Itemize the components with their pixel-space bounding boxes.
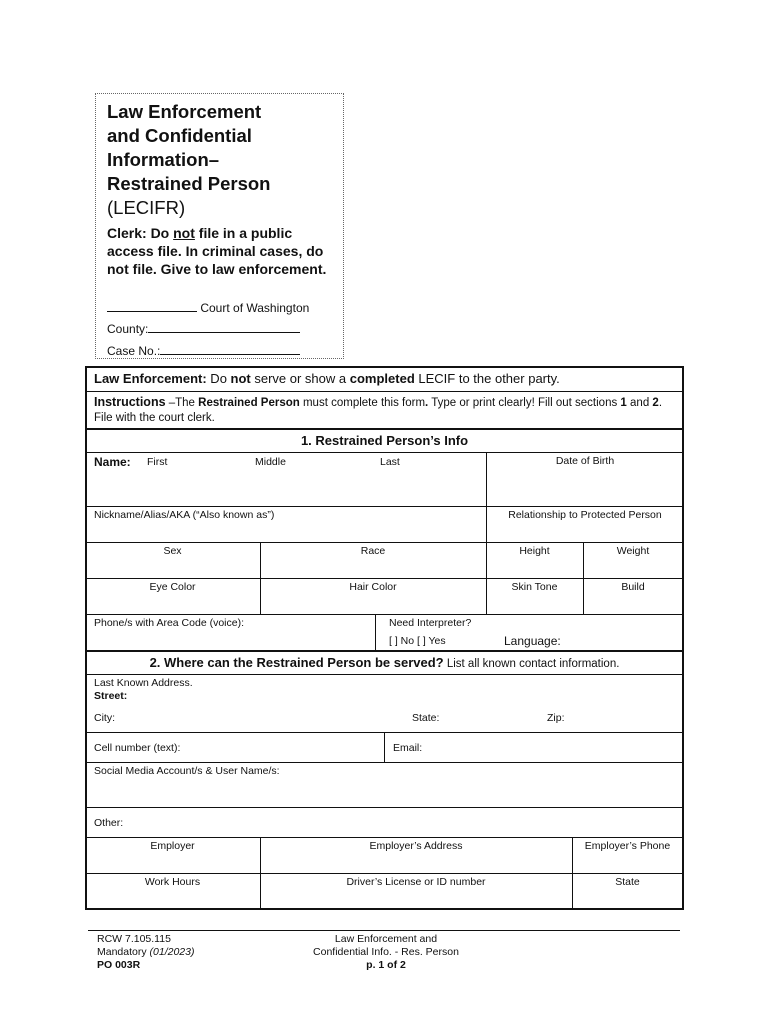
footer-rcw: RCW 7.105.115: [97, 933, 171, 945]
footer-rule: [88, 930, 680, 931]
city-label: City:: [94, 712, 115, 724]
sex-label: Sex: [163, 545, 182, 557]
cell-label: Cell number (text):: [94, 742, 181, 754]
relationship-label: Relationship to Protected Person: [508, 509, 662, 521]
license-label: Driver’s License or ID number: [346, 876, 486, 888]
instr-rp: Restrained Person: [198, 397, 300, 409]
mandatory-date: (01/2023): [149, 946, 195, 958]
footer-mandatory: [97, 946, 194, 959]
divider: [85, 674, 684, 675]
case-blank[interactable]: [160, 343, 300, 355]
language-label: Language:: [504, 634, 561, 648]
divider: [85, 614, 684, 615]
divider: [85, 506, 684, 507]
footer-center: [286, 933, 486, 972]
section1-heading: 1. Restrained Person’s Info: [300, 433, 469, 448]
instr-s1: 1: [620, 397, 627, 409]
section2-title: 2. Where can the Restrained Person be served?: [149, 655, 444, 670]
case-line: [107, 343, 300, 358]
instr-text: –The: [165, 397, 199, 409]
zip-label: Zip:: [547, 712, 565, 724]
title-line: Restrained Person: [107, 173, 271, 194]
divider: [85, 452, 684, 453]
notice-not: not: [230, 371, 251, 386]
other-label: Other:: [94, 817, 124, 829]
employer-label: Employer: [150, 840, 195, 852]
middle-label: Middle: [255, 456, 286, 468]
eye-label: Eye Color: [149, 581, 196, 593]
county-label: County:: [107, 322, 149, 336]
social-label: Social Media Account/s & User Name/s:: [94, 765, 280, 777]
divider: [486, 506, 487, 542]
le-label: Law Enforcement:: [94, 371, 207, 386]
build-label: Build: [621, 581, 645, 593]
court-label: Court of Washington: [200, 301, 310, 315]
divider: [85, 650, 684, 652]
dob-label: Date of Birth: [555, 455, 615, 467]
title-line: Information–: [107, 149, 220, 170]
form-code: (LECIFR): [107, 197, 186, 218]
interpreter-label: Need Interpreter?: [389, 617, 472, 629]
title-line: and Confidential: [107, 125, 252, 146]
instr-label: Instructions: [94, 395, 166, 409]
notice-text: serve or show a: [250, 371, 350, 386]
last-label: Last: [380, 456, 400, 468]
phone-label: Phone/s with Area Code (voice):: [94, 617, 244, 629]
divider: [486, 452, 487, 506]
state-label: State:: [412, 712, 440, 724]
work-hours-label: Work Hours: [144, 876, 201, 888]
employer-phone-label: Employer’s Phone: [584, 840, 671, 852]
case-label: Case No.:: [107, 344, 161, 358]
form-title: [107, 100, 337, 220]
title-line: Law Enforcement: [107, 101, 262, 122]
divider: [85, 807, 684, 808]
instr-dot: .: [425, 397, 429, 409]
le-notice: [94, 371, 560, 386]
instructions: [94, 395, 679, 426]
instr-text: Type or print clearly! Fill out sections: [428, 397, 621, 409]
footer-page: p. 1 of 2: [366, 959, 406, 971]
divider: [85, 837, 684, 838]
divider: [85, 762, 684, 763]
nickname-label: Nickname/Alias/AKA (“Also known as”): [94, 509, 275, 521]
hair-label: Hair Color: [349, 581, 397, 593]
divider: [85, 873, 684, 874]
divider: [85, 542, 684, 543]
skin-label: Skin Tone: [511, 581, 558, 593]
email-label: Email:: [393, 742, 423, 754]
clerk-post: file in a public access file. In criminal cases, do not file. Give to law enforcement.: [107, 225, 327, 277]
notice-text: LECIF to the other party.: [414, 371, 560, 386]
clerk-instruction: [107, 224, 337, 278]
weight-label: Weight: [616, 545, 650, 557]
section2-note: List all known contact information.: [443, 658, 620, 670]
instr-text: . File with the court clerk.: [94, 397, 663, 424]
employer-address-label: Employer’s Address: [369, 840, 463, 852]
county-line: [107, 321, 300, 336]
divider: [85, 578, 684, 579]
dob-input[interactable]: [487, 470, 681, 504]
divider: [85, 391, 684, 392]
county-blank[interactable]: [148, 321, 300, 333]
height-label: Height: [519, 545, 550, 557]
divider: [384, 732, 385, 762]
divider: [375, 614, 376, 650]
instr-text: must complete this form: [299, 397, 426, 409]
footer-left: [97, 933, 194, 972]
notice-text: Do: [206, 371, 231, 386]
name-input[interactable]: [91, 470, 485, 504]
name-label: Name:: [94, 455, 131, 469]
court-blank[interactable]: [107, 300, 197, 312]
interpreter-options[interactable]: [ ] No [ ] Yes: [389, 635, 446, 647]
instr-s2: 2: [652, 397, 659, 409]
footer-center-line1: Law Enforcement and: [334, 933, 438, 945]
divider: [85, 428, 684, 430]
notice-completed: completed: [349, 371, 415, 386]
instr-text: and: [626, 397, 653, 409]
footer-center-line2: Confidential Info. - Res. Person: [313, 946, 459, 958]
last-address-label: Last Known Address.: [94, 677, 193, 689]
race-label: Race: [360, 545, 386, 557]
clerk-not: not: [173, 225, 195, 241]
court-line: [107, 300, 309, 315]
first-label: First: [147, 456, 168, 468]
footer-form-code: PO 003R: [97, 959, 141, 971]
mandatory-label: Mandatory: [97, 946, 150, 958]
license-state-label: State: [615, 876, 640, 888]
section2-heading: [85, 655, 684, 670]
street-label: Street:: [94, 690, 128, 702]
clerk-pre: Clerk: Do: [107, 225, 174, 241]
